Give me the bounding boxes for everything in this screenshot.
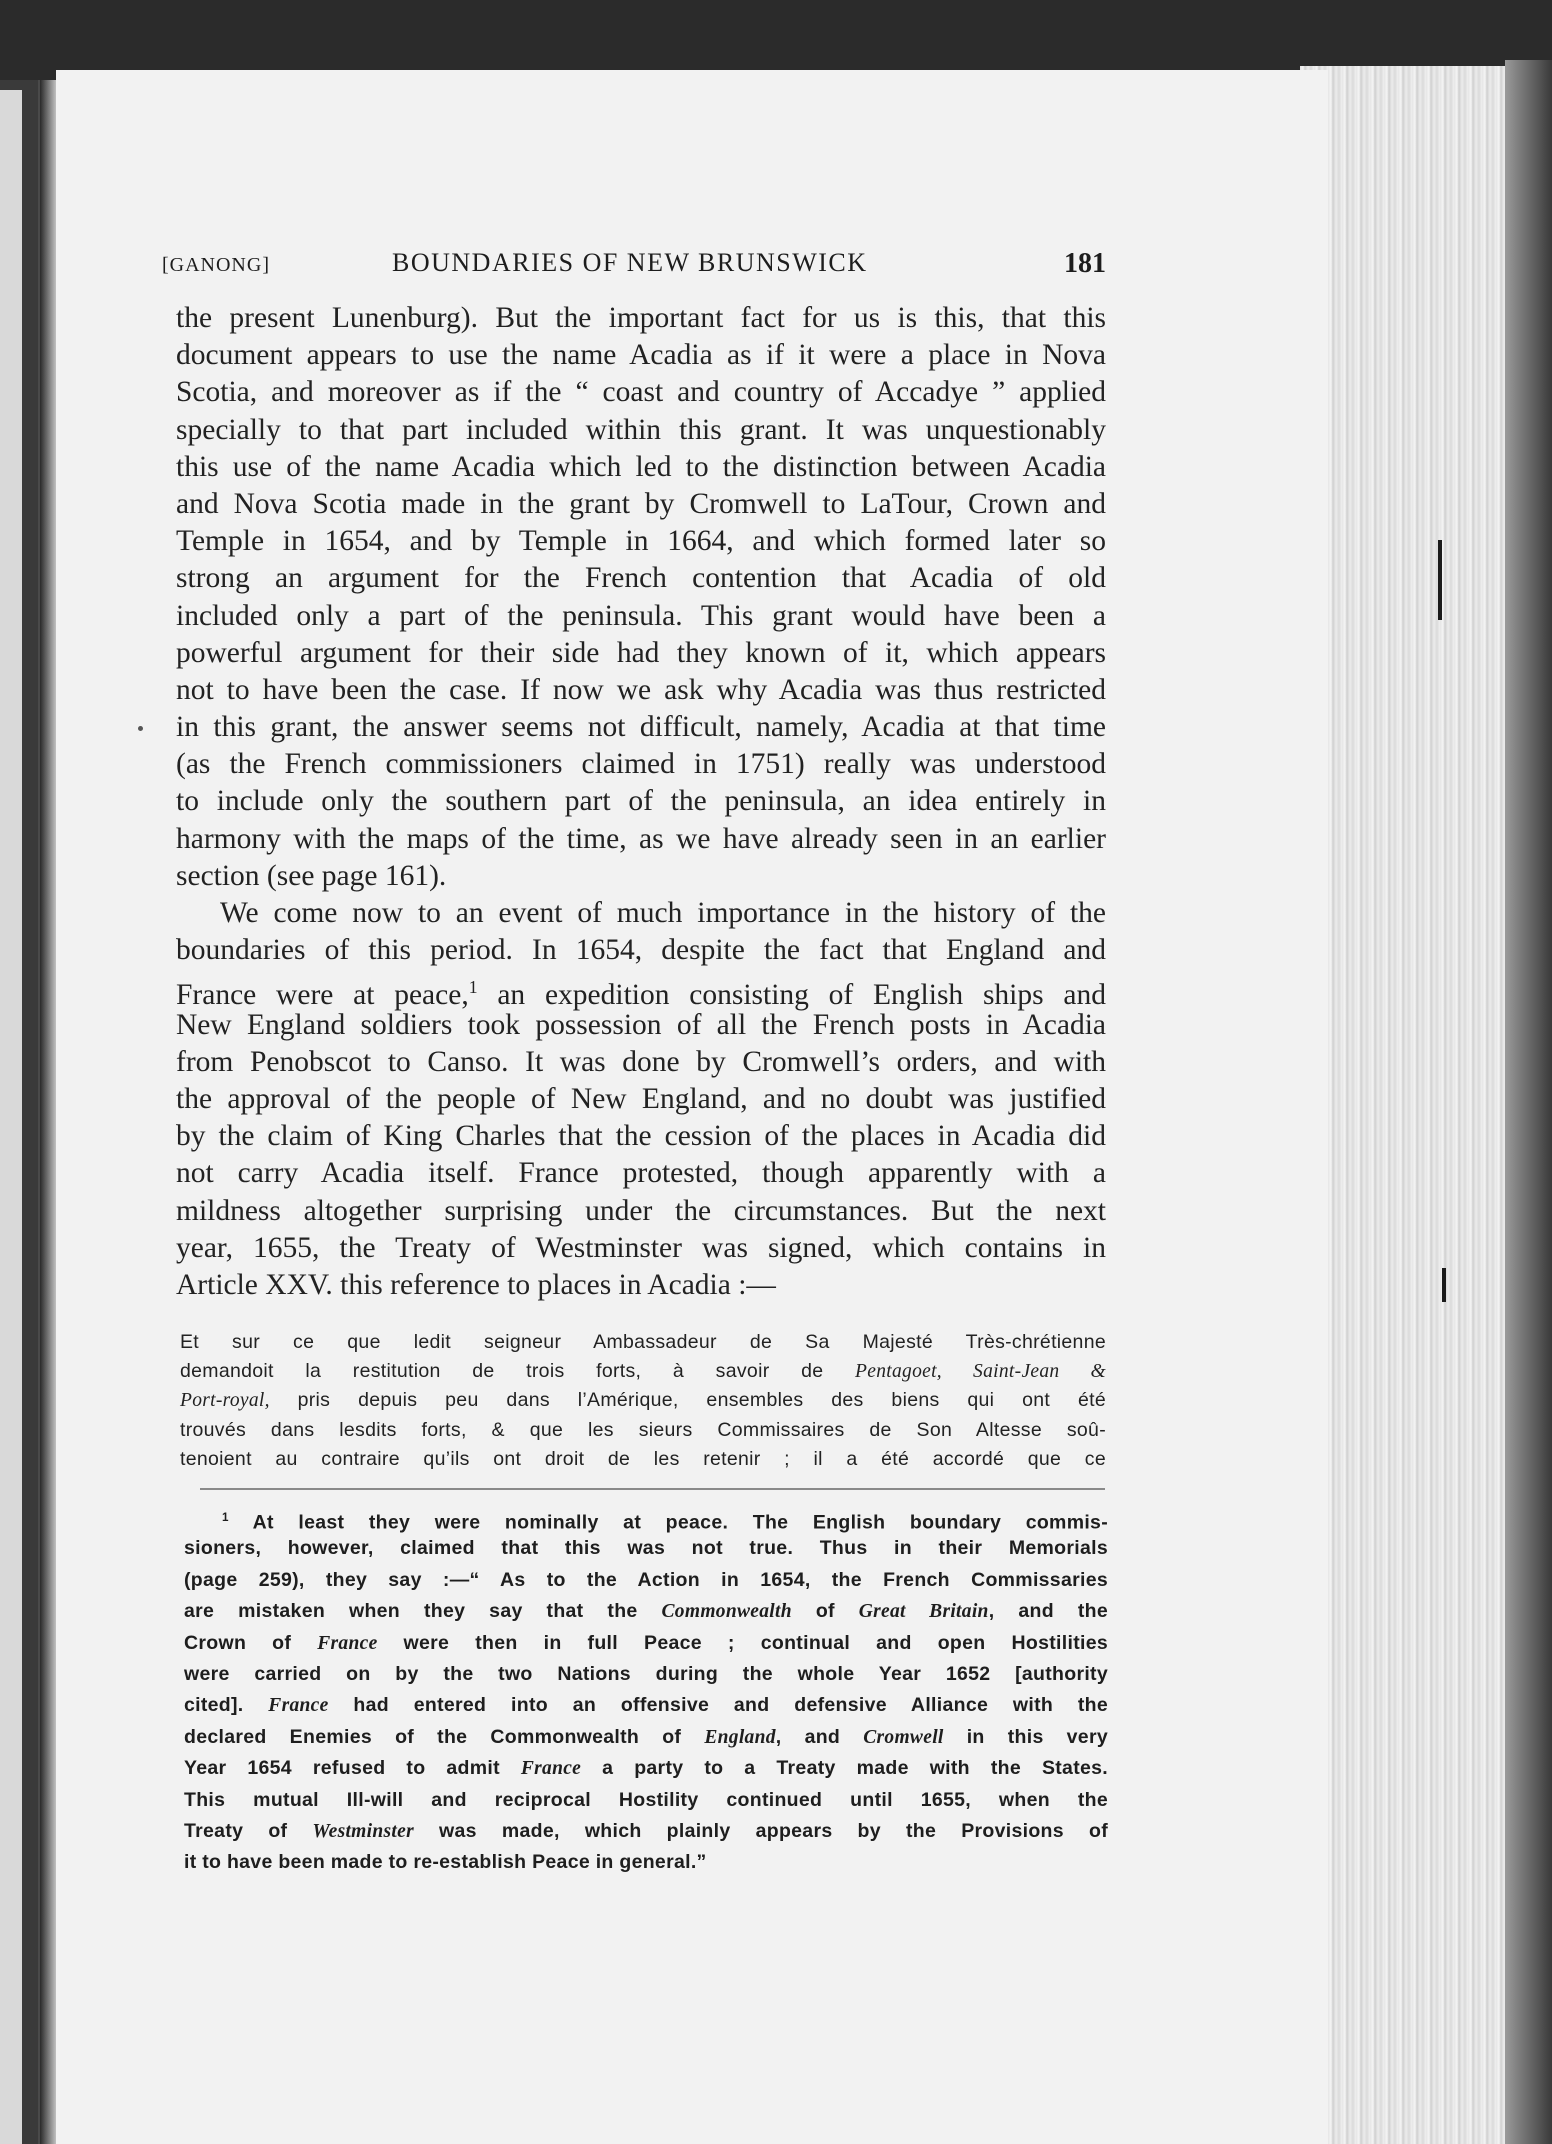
facing-page-edge xyxy=(0,90,22,2144)
italic-term: Cromwell xyxy=(863,1726,944,1748)
text-span: Crown of xyxy=(184,1631,318,1654)
text-line: powerful argument for their side had they known of it, which appears xyxy=(176,636,1106,669)
italic-term: Commonwealth xyxy=(661,1601,792,1623)
quote-line: trouvés dans lesdits forts, & que les sieurs Commissaires de Son Altesse soû- xyxy=(180,1418,1106,1441)
text-span: was made, which plainly appears by the Provisions of xyxy=(413,1819,1108,1842)
main-text xyxy=(176,300,1106,1304)
footnote-line: (page 259), they say :—“ As to the Action in 1654, the French Commissaries xyxy=(184,1568,1108,1591)
footnote-line: sioners, however, claimed that this was not true. Thus in their Memorials xyxy=(184,1537,1108,1560)
text-line: this use of the name Acadia which led to the distinction between Acadia xyxy=(176,450,1106,483)
text-span: declared Enemies of the Commonwealth of xyxy=(184,1725,705,1748)
footnote-line xyxy=(184,1502,1108,1533)
italic-term: Great Britain xyxy=(858,1601,989,1623)
text-span: in this very xyxy=(943,1725,1108,1748)
text-span: a party to a Treaty made with the States. xyxy=(581,1757,1108,1780)
quote-line: tenoient au contraire qu’ils ont droit de les retenir ; il a été accordé que ce xyxy=(180,1447,1106,1470)
text-line: New England soldiers took possession of all the French posts in Acadia xyxy=(176,1008,1106,1041)
text-line: year, 1655, the Treaty of Westminster was signed, which contains in xyxy=(176,1231,1106,1264)
text-span: cited]. xyxy=(184,1694,269,1717)
footnote-number: 1 xyxy=(222,1511,229,1524)
footnote-line xyxy=(184,1628,1108,1659)
treaty-quotation xyxy=(180,1328,1106,1474)
footnote-line xyxy=(184,1690,1108,1721)
text-line xyxy=(176,969,1106,1012)
text-span: France were at peace, xyxy=(176,979,469,1012)
header-title: BOUNDARIES OF NEW BRUNSWICK xyxy=(392,248,868,277)
text-line: the approval of the people of New England, and no doubt was justified xyxy=(176,1082,1106,1115)
text-span: Year 1654 refused to admit xyxy=(184,1757,521,1780)
text-span: an expedition consisting of English ships and xyxy=(477,979,1106,1012)
text-line: from Penobscot to Canso. It was done by Cromwell’s orders, and with xyxy=(176,1045,1106,1078)
text-line: not to have been the case. If now we ask why Acadia was thus restricted xyxy=(176,673,1106,706)
footnote-line: This mutual Ill-will and reciprocal Hostility continued until 1655, when the xyxy=(184,1788,1108,1811)
text-line: the present Lunenburg). But the important fact for us is this, that this xyxy=(176,302,1106,334)
header-author: [GANONG] xyxy=(162,254,270,276)
text-span: Treaty of xyxy=(184,1819,313,1842)
italic-term: France xyxy=(317,1632,378,1654)
text-line: mildness altogether surprising under the circumstances. But the next xyxy=(176,1194,1106,1227)
text-line: (as the French commissioners claimed in 1751) really was understood xyxy=(176,748,1106,781)
text-span: demandoit la restitution de trois forts, à savoir de xyxy=(180,1360,824,1383)
text-line: boundaries of this period. In 1654, despite the fact that England and xyxy=(176,934,1106,967)
text-line: not carry Acadia itself. France protested, though apparently with a xyxy=(176,1157,1106,1190)
italic-term: Westminster xyxy=(312,1820,414,1842)
text-span: , and the xyxy=(988,1600,1108,1623)
italic-term: France xyxy=(520,1758,582,1780)
text-line: specially to that part included within this grant. It was unquestionably xyxy=(176,413,1106,446)
text-span: pris depuis peu dans l’Amérique, ensembles des biens qui ont été xyxy=(269,1389,1106,1412)
place-name: Port-royal, xyxy=(180,1390,270,1412)
italic-term: France xyxy=(268,1695,329,1717)
place-names: Pentagoet, Saint-Jean & xyxy=(855,1361,1107,1383)
text-line: We come now to an event of much importance in the history of the xyxy=(220,897,1106,929)
text-span: , and xyxy=(775,1725,864,1748)
text-span: of xyxy=(791,1600,859,1623)
text-line: Temple in 1654, and by Temple in 1664, and which formed later so xyxy=(176,525,1106,558)
footnote-line xyxy=(184,1816,1108,1847)
footnote-line xyxy=(184,1753,1108,1784)
text-line: Article XXV. this reference to places in Acadia :— xyxy=(176,1268,776,1301)
page-edge-mark xyxy=(1442,1268,1446,1302)
footnote-line: were carried on by the two Nations during the whole Year 1652 [authority xyxy=(184,1662,1108,1685)
italic-term: England xyxy=(704,1726,776,1748)
page-number: 181 xyxy=(1064,248,1106,279)
footnote-line xyxy=(184,1722,1108,1753)
footnote-line: it to have been made to re-establish Peace in general.” xyxy=(184,1851,707,1874)
running-header xyxy=(162,246,1106,286)
text-line: document appears to use the name Acadia as if it were a place in Nova xyxy=(176,339,1106,372)
page-edge-mark xyxy=(1438,540,1442,620)
text-span: are mistaken when they say that the xyxy=(184,1600,662,1623)
text-line: strong an argument for the French contention that Acadia of old xyxy=(176,562,1106,595)
footnote-ref[interactable]: 1 xyxy=(468,977,478,998)
margin-mark xyxy=(138,726,143,731)
text-line: Scotia, and moreover as if the “ coast and country of Accadye ” applied xyxy=(176,376,1106,409)
quote-line: Et sur ce que ledit seigneur Ambassadeur de Sa Majesté Très-chrétienne xyxy=(180,1331,1106,1353)
text-line: harmony with the maps of the time, as we have already seen in an earlier xyxy=(176,822,1106,855)
page-edge-shadow xyxy=(1505,60,1552,2144)
footnote-line xyxy=(184,1596,1108,1627)
text-span: had entered into an offensive and defensive Alliance with the xyxy=(328,1694,1108,1717)
quote-line xyxy=(180,1357,1106,1386)
text-line: by the claim of King Charles that the cession of the places in Acadia did xyxy=(176,1120,1106,1153)
text-span: At least they were nominally at peace. The English boundary commis- xyxy=(228,1511,1108,1534)
quote-line xyxy=(180,1386,1106,1415)
text-line: in this grant, the answer seems not difficult, namely, Acadia at that time xyxy=(176,711,1106,744)
footnote-divider xyxy=(200,1488,1105,1490)
text-line: section (see page 161). xyxy=(176,859,447,892)
text-line: to include only the southern part of the peninsula, an idea entirely in xyxy=(176,785,1106,818)
text-line: included only a part of the peninsula. This grant would have been a xyxy=(176,599,1106,632)
footnote xyxy=(184,1502,1108,1879)
text-line: and Nova Scotia made in the grant by Cromwell to LaTour, Crown and xyxy=(176,487,1106,520)
text-span: were then in full Peace ; continual and open Hostilities xyxy=(377,1631,1108,1654)
